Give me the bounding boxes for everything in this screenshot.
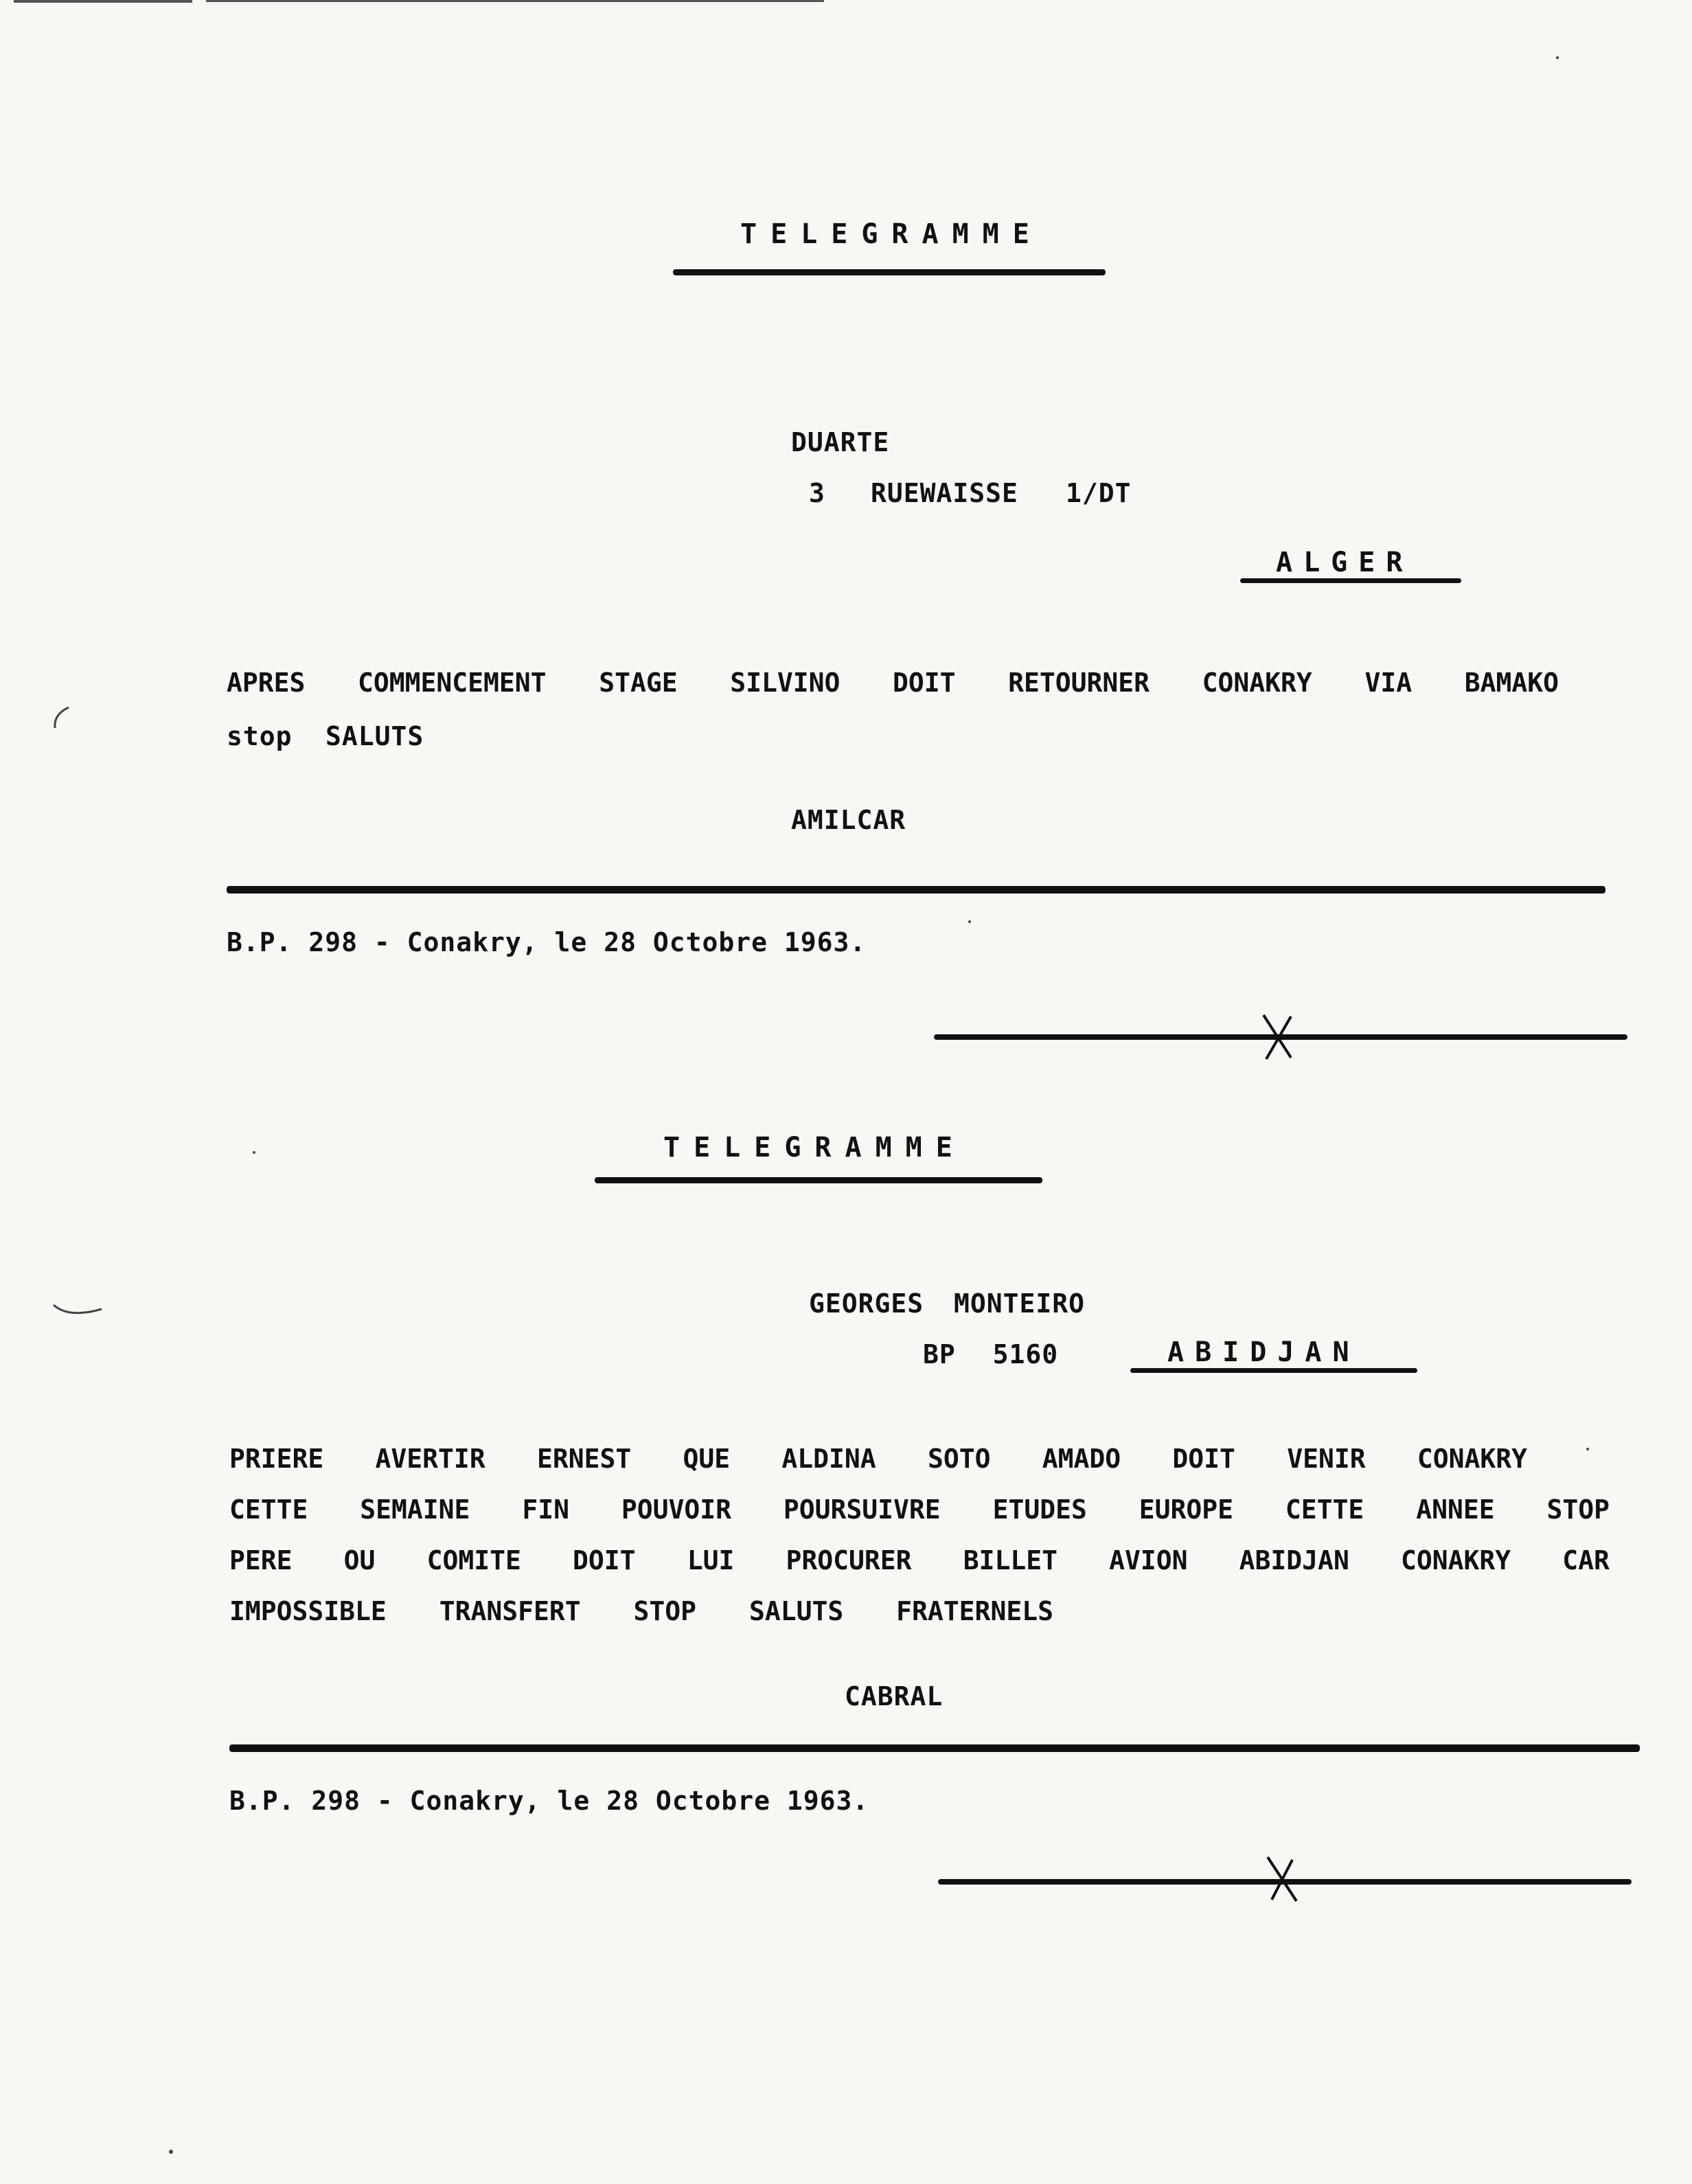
scan-speck: [1586, 1448, 1589, 1451]
message-word: STAGE: [599, 668, 678, 698]
message-word: PROCURER: [786, 1545, 912, 1576]
message-line: [229, 1596, 1053, 1626]
recipient-name: DUARTE: [791, 427, 890, 457]
signature: AMILCAR: [791, 805, 906, 835]
message-word: VENIR: [1287, 1444, 1366, 1474]
scan-speck: [253, 1151, 255, 1154]
message-word: COMMENCEMENT: [358, 668, 547, 698]
footer-line: B.P. 298 - Conakry, le 28 Octobre 1963.: [229, 1786, 869, 1816]
destination-city: ABIDJAN: [1167, 1336, 1360, 1368]
message-word: CONAKRY: [1417, 1444, 1527, 1474]
message-word: SILVINO: [730, 668, 841, 698]
message-word: QUE: [683, 1444, 731, 1474]
message-word: DOIT: [573, 1545, 636, 1576]
x-mark-icon: [1261, 1852, 1302, 1909]
address-code: 1/DT: [1066, 478, 1132, 508]
telegram-title: TELEGRAMME: [663, 1132, 966, 1163]
message-word: SEMAINE: [360, 1494, 470, 1525]
message-word: CETTE: [229, 1494, 308, 1525]
message-word: EUROPE: [1139, 1494, 1234, 1525]
message-word: TRANSFERT: [439, 1596, 581, 1626]
message-word: ALDINA: [781, 1444, 876, 1474]
signature: CABRAL: [845, 1681, 944, 1711]
message-line: [229, 1545, 1610, 1576]
message-word: ABIDJAN: [1239, 1545, 1349, 1576]
message-word: OU: [343, 1545, 376, 1576]
scan-mark: [48, 701, 89, 749]
scan-speck: [1556, 56, 1559, 59]
scan-edge-line: [14, 0, 192, 3]
message-word: ETUDES: [992, 1494, 1087, 1525]
message-line: [227, 668, 1559, 698]
message-word: stop: [227, 721, 293, 751]
message-word: POUVOIR: [621, 1494, 732, 1525]
message-word: DOIT: [892, 668, 956, 698]
message-word: STOP: [1546, 1494, 1610, 1525]
message-word: PRIERE: [229, 1444, 324, 1474]
message-word: CAR: [1562, 1545, 1610, 1576]
message-word: CONAKRY: [1400, 1545, 1511, 1576]
message-word: FIN: [522, 1494, 569, 1525]
message-word: AMADO: [1042, 1444, 1121, 1474]
separator-line: [227, 886, 1605, 894]
scan-speck: [169, 2150, 173, 2154]
message-word: BILLET: [963, 1545, 1058, 1576]
address-number: 3: [809, 478, 825, 508]
message-word: IMPOSSIBLE: [229, 1596, 387, 1626]
message-word: POURSUIVRE: [783, 1494, 941, 1525]
message-word: CETTE: [1285, 1494, 1364, 1525]
title-underline: [595, 1177, 1042, 1183]
message-word: STOP: [633, 1596, 697, 1626]
message-word: PERE: [229, 1545, 293, 1576]
message-word: BAMAKO: [1464, 668, 1559, 698]
recipient-name: GEORGES MONTEIRO: [809, 1288, 1086, 1319]
message-word: FRATERNELS: [896, 1596, 1053, 1626]
scan-speck: [968, 920, 971, 923]
message-word: AVERTIR: [375, 1444, 485, 1474]
address: BP 5160: [923, 1339, 1059, 1369]
x-mark-icon: [1257, 1010, 1298, 1065]
title-underline: [673, 269, 1106, 275]
message-word: SALUTS: [325, 721, 424, 751]
message-word: APRES: [227, 668, 306, 698]
telegram-title: TELEGRAMME: [740, 218, 1043, 250]
city-underline: [1240, 578, 1461, 583]
separator-line: [229, 1744, 1640, 1752]
message-line: [229, 1444, 1527, 1474]
message-line: [229, 1494, 1610, 1525]
message-word: CONAKRY: [1202, 668, 1312, 698]
message-word: SALUTS: [748, 1596, 844, 1626]
message-word: RETOURNER: [1008, 668, 1150, 698]
message-word: ANNEE: [1416, 1494, 1495, 1525]
message-word: COMITE: [426, 1545, 521, 1576]
destination-city: ALGER: [1276, 547, 1414, 578]
footer-line: B.P. 298 - Conakry, le 28 Octobre 1963.: [227, 927, 867, 957]
scan-edge-line: [206, 0, 824, 2]
message-word: LUI: [687, 1545, 735, 1576]
message-word: ERNEST: [536, 1444, 632, 1474]
message-word: DOIT: [1172, 1444, 1235, 1474]
message-word: VIA: [1364, 668, 1413, 698]
city-underline: [1130, 1368, 1417, 1373]
message-word: SOTO: [927, 1444, 991, 1474]
scan-mark: [48, 1298, 110, 1326]
message-word: AVION: [1109, 1545, 1188, 1576]
address-street: RUEWAISSE: [871, 478, 1018, 508]
